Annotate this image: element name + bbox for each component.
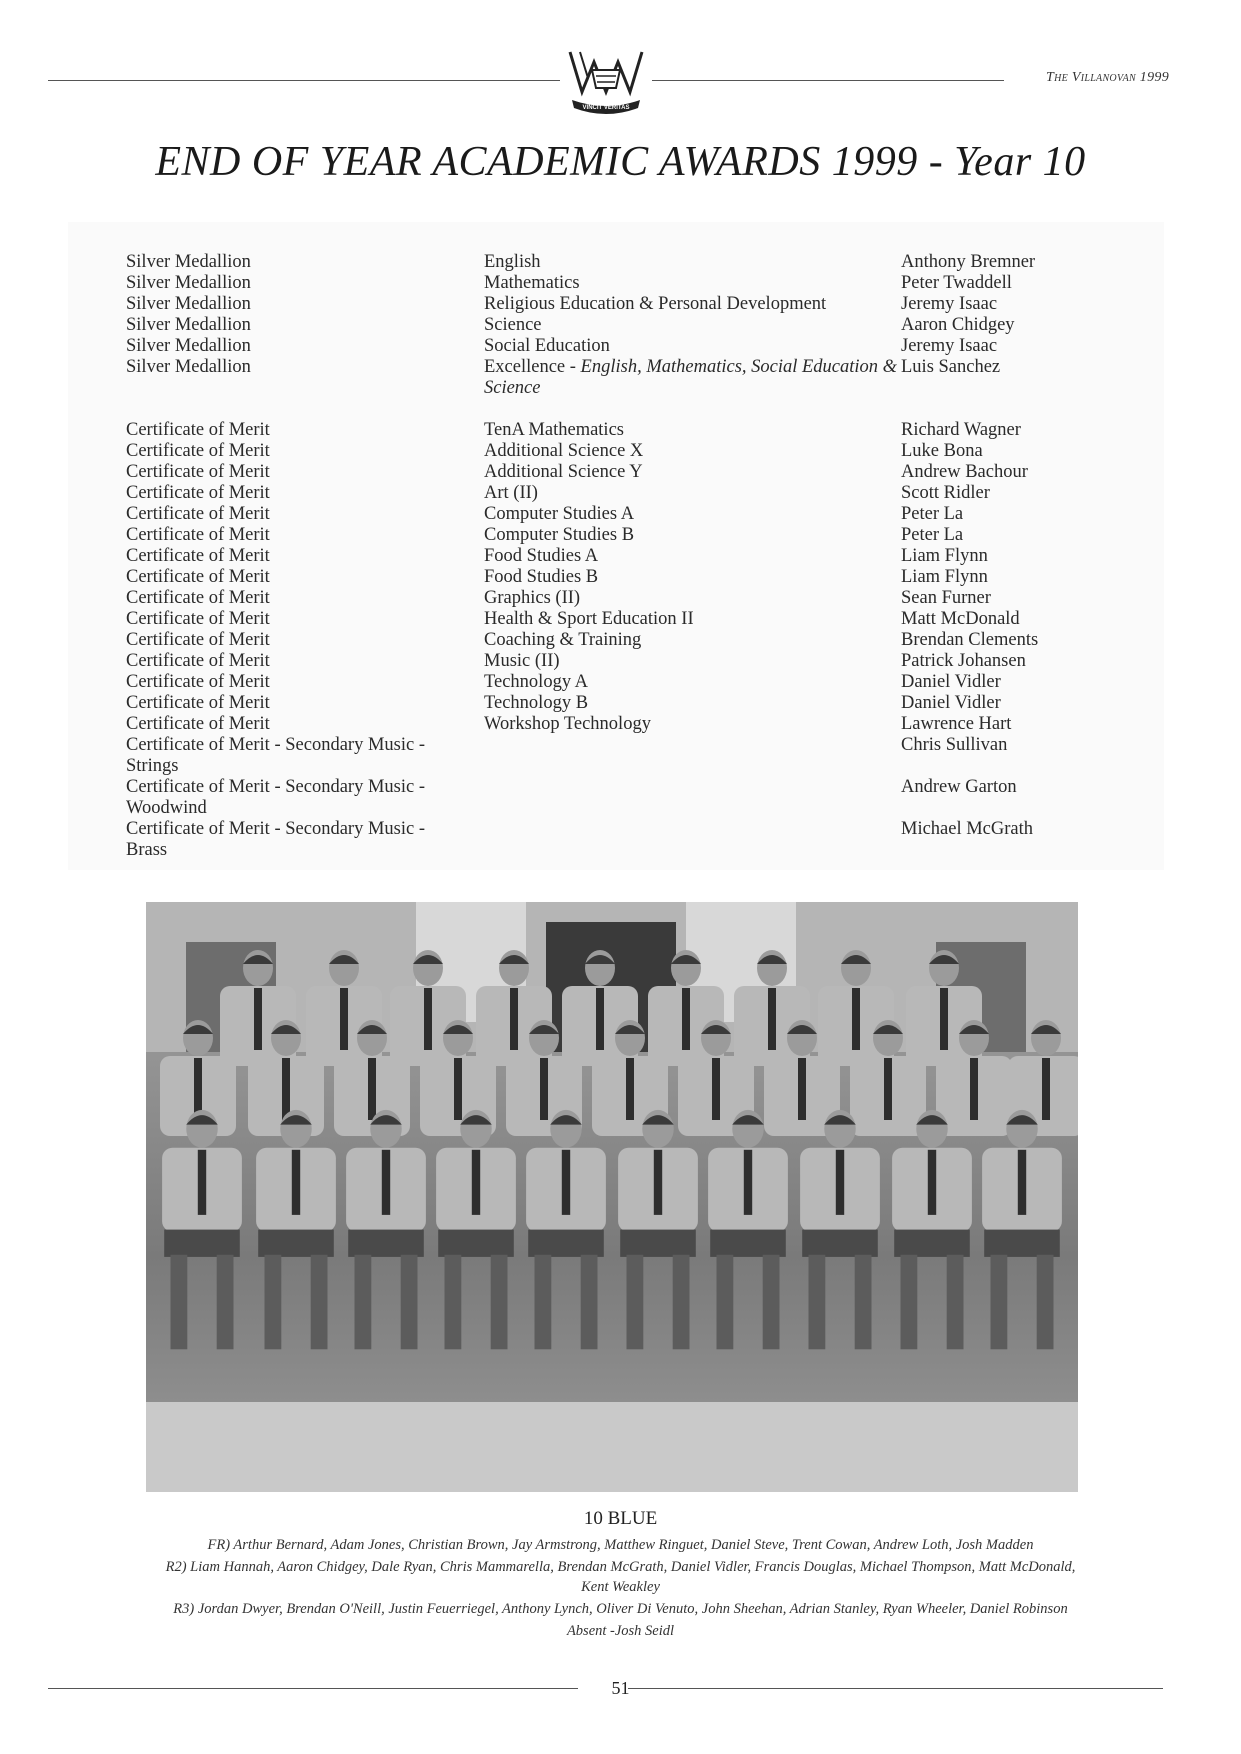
award-type: Certificate of Merit - Secondary Music - Strings (126, 735, 425, 776)
award-recipient: Anthony Bremner (901, 252, 1036, 272)
award-subject (484, 504, 904, 525)
award-recipient: Daniel Vidler (901, 693, 1001, 713)
award-recipient: Peter La (901, 525, 964, 545)
award-subject-text: Workshop Technology (484, 714, 651, 734)
award-type: Silver Medallion (126, 273, 251, 293)
award-subject-text: Art (II) (484, 483, 538, 503)
award-subject-text: Health & Sport Education II (484, 609, 694, 629)
awards-table (68, 222, 1164, 870)
page-title: END OF YEAR ACADEMIC AWARDS 1999 - Year 10 (155, 139, 1086, 185)
award-subject (484, 714, 904, 735)
award-subject (484, 315, 904, 336)
award-subject (484, 630, 904, 651)
class-photo-image (146, 902, 1078, 1492)
header-rule-right (652, 80, 1004, 81)
award-recipient: Brendan Clements (901, 630, 1039, 650)
award-type: Certificate of Merit (126, 714, 270, 734)
award-subject (484, 546, 904, 567)
award-subject (484, 588, 904, 609)
award-recipient: Chris Sullivan (901, 735, 1008, 755)
award-subject-text: English (484, 252, 541, 272)
award-subject-text: Computer Studies B (484, 525, 635, 545)
award-type: Certificate of Merit (126, 693, 270, 713)
award-subject (484, 357, 904, 399)
award-recipient: Liam Flynn (901, 546, 988, 566)
publication-title: The Villanovan 1999 (1046, 70, 1169, 85)
award-recipient: Andrew Garton (901, 777, 1017, 797)
award-recipient: Sean Furner (901, 588, 991, 608)
page-number: 51 (611, 1678, 630, 1698)
award-subject-text: TenA Mathematics (484, 420, 624, 440)
award-subject-text: Technology B (484, 693, 589, 713)
award-type: Silver Medallion (126, 357, 251, 377)
award-subject-text: Computer Studies A (484, 504, 635, 524)
award-type: Certificate of Merit (126, 525, 270, 545)
award-recipient: Luke Bona (901, 441, 983, 461)
award-subject-text: Food Studies A (484, 546, 599, 566)
award-type: Silver Medallion (126, 315, 251, 335)
award-subject-text: Graphics (II) (484, 588, 581, 608)
award-recipient: Liam Flynn (901, 567, 988, 587)
award-subject-text: Social Education (484, 336, 610, 356)
award-recipient: Scott Ridler (901, 483, 990, 503)
award-type: Certificate of Merit (126, 567, 270, 587)
school-crest-icon (566, 48, 646, 116)
caption-row-2-continued: Kent Weakley (581, 1579, 660, 1595)
caption-row-2: R2) Liam Hannah, Aaron Chidgey, Dale Ryan, Chris Mammarella, Brendan McGrath, Daniel Vidler, Francis Douglas, Michael Thompson, Matt McDonald, (165, 1559, 1076, 1575)
award-subject-text: Religious Education & Personal Development (484, 294, 827, 314)
award-recipient: Lawrence Hart (901, 714, 1012, 734)
award-recipient: Matt McDonald (901, 609, 1020, 629)
award-recipient: Peter Twaddell (901, 273, 1012, 293)
award-subject-text: Music (II) (484, 651, 560, 671)
award-subject (484, 693, 904, 714)
award-subject (484, 525, 904, 546)
award-subject-text: Excellence - (484, 357, 581, 377)
award-type: Certificate of Merit (126, 483, 270, 503)
award-subject (484, 252, 904, 273)
award-subject (484, 294, 904, 315)
award-type: Certificate of Merit (126, 546, 270, 566)
award-subject-text: Technology A (484, 672, 589, 692)
award-type: Certificate of Merit (126, 672, 270, 692)
award-subject-text: Mathematics (484, 273, 580, 293)
award-subject (484, 672, 904, 693)
award-subject (484, 651, 904, 672)
award-subject-text: Food Studies B (484, 567, 599, 587)
award-type: Silver Medallion (126, 294, 251, 314)
award-type: Certificate of Merit (126, 420, 270, 440)
caption-row-3: R3) Jordan Dwyer, Brendan O'Neill, Justin Feuerriegel, Anthony Lynch, Oliver Di Venuto, John Sheehan, Adrian Stanley, Ryan Wheeler, Daniel Robinson (173, 1601, 1068, 1617)
award-recipient: Jeremy Isaac (901, 294, 998, 314)
award-subject-text: Additional Science Y (484, 462, 643, 482)
award-subject (484, 609, 904, 630)
award-subject (484, 420, 904, 441)
award-type: Certificate of Merit (126, 609, 270, 629)
award-subject-text: Additional Science X (484, 441, 644, 461)
award-subject (484, 273, 904, 294)
award-subject-note: English, Mathematics, Social Education & Science (484, 357, 898, 398)
award-recipient: Peter La (901, 504, 964, 524)
award-recipient: Andrew Bachour (901, 462, 1028, 482)
award-type: Certificate of Merit (126, 588, 270, 608)
award-subject (484, 483, 904, 504)
award-type: Certificate of Merit - Secondary Music - Woodwind (126, 777, 425, 818)
award-recipient: Daniel Vidler (901, 672, 1001, 692)
award-recipient: Jeremy Isaac (901, 336, 998, 356)
award-type: Silver Medallion (126, 336, 251, 356)
award-recipient: Richard Wagner (901, 420, 1021, 440)
award-recipient: Patrick Johansen (901, 651, 1026, 671)
award-subject-text: Science (484, 315, 542, 335)
class-photo (146, 902, 1078, 1492)
award-type: Certificate of Merit (126, 504, 270, 524)
award-recipient: Luis Sanchez (901, 357, 1001, 377)
award-type: Certificate of Merit (126, 630, 270, 650)
award-type: Silver Medallion (126, 252, 251, 272)
caption-row-front: FR) Arthur Bernard, Adam Jones, Christian Brown, Jay Armstrong, Matthew Ringuet, Daniel Steve, Trent Cowan, Andrew Loth, Josh Madden (207, 1537, 1034, 1553)
crest-motto: VINCIT VERITAS (582, 105, 630, 111)
award-type: Certificate of Merit - Secondary Music - Brass (126, 819, 425, 860)
award-recipient: Michael McGrath (901, 819, 1034, 839)
award-subject (484, 336, 904, 357)
award-recipient: Aaron Chidgey (901, 315, 1015, 335)
award-subject (484, 462, 904, 483)
photo-caption-title: 10 BLUE (583, 1508, 658, 1529)
award-type: Certificate of Merit (126, 441, 270, 461)
caption-absent: Absent -Josh Seidl (566, 1623, 675, 1639)
award-subject (484, 567, 904, 588)
award-subject-text: Coaching & Training (484, 630, 642, 650)
award-subject (484, 441, 904, 462)
award-type: Certificate of Merit (126, 651, 270, 671)
header-rule-left (48, 80, 560, 81)
award-type: Certificate of Merit (126, 462, 270, 482)
